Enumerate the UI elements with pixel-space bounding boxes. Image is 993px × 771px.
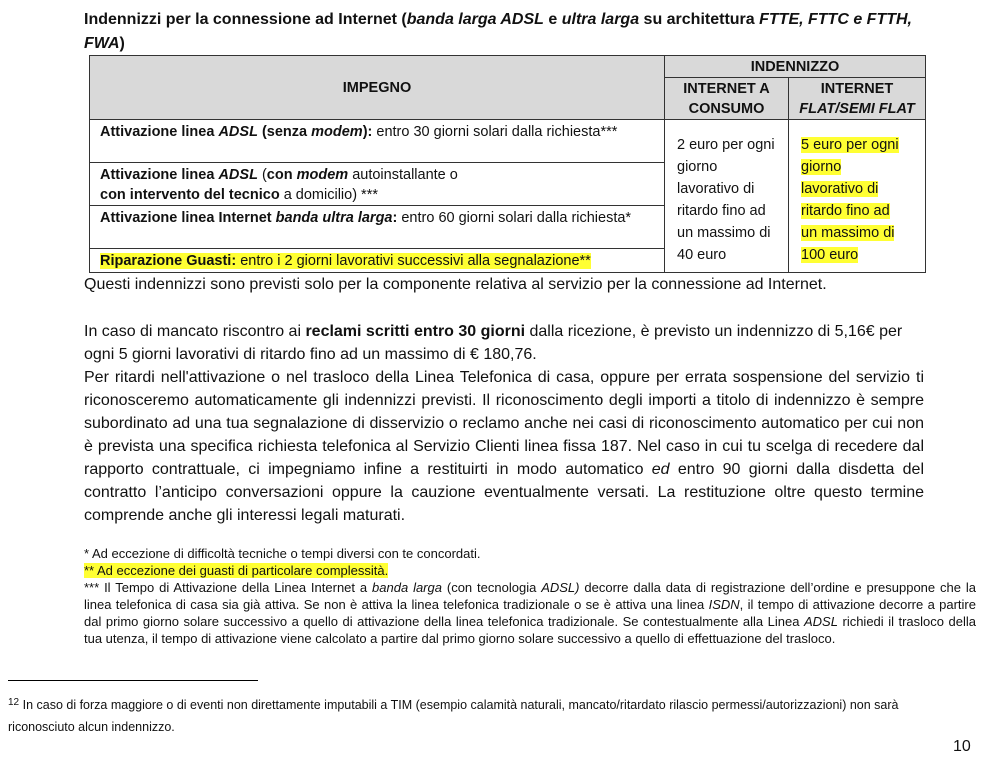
row-attivazione-ultra-larga: Attivazione linea Internet banda ultra larga: entro 60 giorni solari dalla richiesta* [90, 206, 665, 249]
note-single-asterisk: * Ad eccezione di difficoltà tecniche o tempi diversi con te concordati. [84, 546, 481, 561]
section-heading: Indennizzi per la connessione ad Internet (banda larga ADSL e ultra larga su architettura FTTE, FTTC e FTTH, FWA) [84, 11, 912, 52]
page-number: 10 [953, 738, 971, 755]
header-internet-consumo: INTERNET A CONSUMO [665, 78, 789, 120]
header-internet-flat: INTERNET FLAT/SEMI FLAT [789, 78, 926, 120]
footnote-number: 12 [8, 697, 20, 708]
ritardi-paragraph: Per ritardi nell'attivazione o nel trasloco della Linea Telefonica di casa, oppure per errata sospensione del servizio ti riconosceremo automaticamente gli indennizzi previsti. Il riconoscimento degli importi a titolo di indennizzo è sempre subordinato ad una tua segnalazione di disservizio o reclamo anche nei casi di riconoscimento automatico per cui non è prevista una specifica richiesta telefonica al Servizio Clienti linea fissa 187. Nel caso in cui tu scelga di recedere dal rapporto contrattuale, ci impegniamo infine a restituirti in modo automatico ed entro 90 giorni dalla disdetta del contratto l’anticipo conversazioni oppure la cauzione eventualmente versati. La restituzione oltre questo termine comprende anche gli interessi legali maturati. [84, 369, 925, 524]
header-indennizzo: INDENNIZZO [665, 56, 926, 78]
footnote: $^{12}$ In caso di forza maggiore o di eventi non direttamente imputabili a TIM (esempio calamità naturali, mancato/ritardato rilascio permessi/autorizzazioni) non sarà riconosciuto alcun indennizzo. [8, 697, 899, 734]
notes-block [84, 545, 976, 647]
row-attivazione-adsl-con-modem: Attivazione linea ADSL (con modem autoinstallante o con intervento del tecnico a domicilio) *** [90, 163, 665, 206]
note-triple-asterisk: *** Il Tempo di Attivazione della Linea Internet a banda larga (con tecnologia ADSL) decorre dalla data di registrazione dell’ordine e presuppone che la linea telefonica di casa sia già attiva. Se non è attiva la linea telefonica tradizionale o se è attiva una linea ISDN, il tempo di attivazione decorre a partire dal primo giorno solare successivo a quello di attivazione della linea telefonica tradizionale. Se contestualmente alla Linea ADSL richiedi il trasloco della tua utenza, il tempo di attivazione viene calcolato a partire dal primo giorno solare successivo a quello di effettuazione del trasloco. [84, 580, 976, 646]
header-impegno: IMPEGNO [90, 56, 665, 120]
row-riparazione-guasti: Riparazione Guasti: entro i 2 giorni lavorativi successivi alla segnalazione** [90, 249, 665, 273]
footnote-separator [8, 680, 258, 681]
reclami-paragraph: In caso di mancato riscontro ai reclami scritti entro 30 giorni dalla ricezione, è previsto un indennizzo di 5,16€ per ogni 5 giorni lavorativi di ritardo fino ad un massimo di € 180,76. [84, 323, 903, 363]
consumo-value: 2 euro per ogni giorno lavorativo di ritardo fino ad un massimo di 40 euro [665, 120, 789, 273]
compensation-table [89, 55, 926, 273]
row-attivazione-adsl-senza-modem: Attivazione linea ADSL (senza modem): entro 30 giorni solari dalla richiesta*** [90, 120, 665, 163]
intro-paragraph: Questi indennizzi sono previsti solo per la componente relativa al servizio per la connessione ad Internet. [84, 276, 827, 293]
flat-value: 5 euro per ogni giorno lavorativo di ritardo fino ad un massimo di 100 euro [789, 120, 926, 273]
note-double-asterisk: ** Ad eccezione dei guasti di particolare complessità. [84, 563, 389, 578]
